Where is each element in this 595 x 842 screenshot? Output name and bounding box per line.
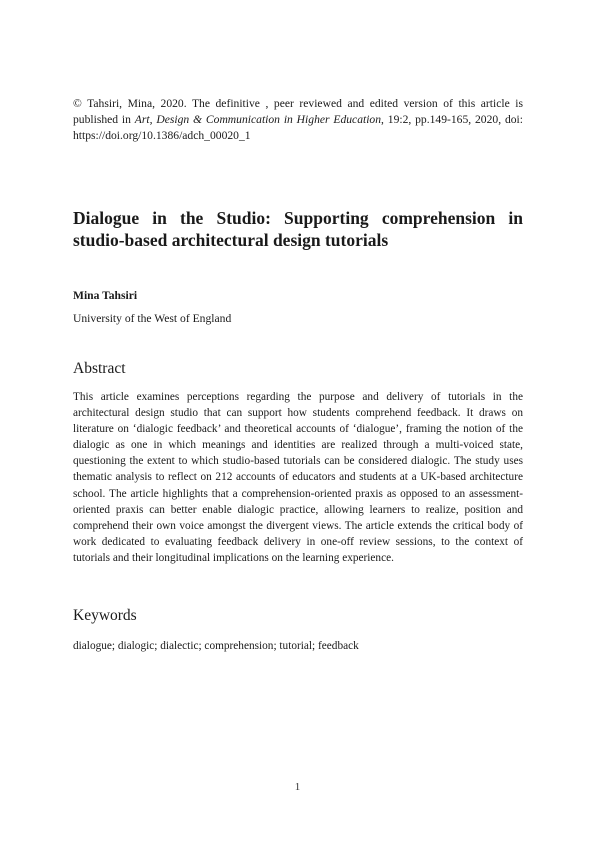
- copyright-suffix: , 19:2, pp.149-165, 2020, doi: https://doi.org/10.1386/adch_00020_1: [73, 113, 523, 143]
- keywords-heading: Keywords: [73, 607, 137, 624]
- page-number: 1: [294, 781, 301, 793]
- article-title: Dialogue in the Studio: Supporting comprehension in studio-based architectural design tutorials: [73, 208, 523, 250]
- abstract-body: This article examines perceptions regarding the purpose and delivery of tutorials in the architectural design studio that can support how students comprehend feedback. It draws on literature on ‘dialogic feedback’ and theoretical accounts of ‘dialogue’, framing the notion of the dialogic as one in which meanings and identities are realized through a multi-voiced state, questioning the extent to which studio-based tutorials can be considered dialogic. The study uses thematic analysis to reflect on 212 accounts of educators and students at a UK-based architecture school. The article highlights that a comprehension-oriented praxis as opposed to an assessment-oriented praxis can better enable dialogic practice, allowing learners to realize, position and comprehend their own voice amongst the divergent views. The article extends the critical body of work dedicated to evaluating feedback delivery in one-off review sessions, to the context of tutorials and their longitudinal implications on the learning experience.: [73, 391, 523, 564]
- journal-name: Art, Design & Communication in Higher Education: [134, 113, 382, 127]
- keywords-list: dialogue; dialogic; dialectic; comprehension; tutorial; feedback: [73, 640, 359, 652]
- copyright-prefix: © Tahsiri, Mina, 2020. The definitive , peer reviewed and edited version of this article is published in: [73, 97, 523, 127]
- author-name: Mina Tahsiri: [73, 289, 138, 302]
- copyright-notice: [73, 96, 523, 145]
- author-affiliation: University of the West of England: [73, 312, 232, 325]
- abstract-heading: Abstract: [73, 360, 126, 377]
